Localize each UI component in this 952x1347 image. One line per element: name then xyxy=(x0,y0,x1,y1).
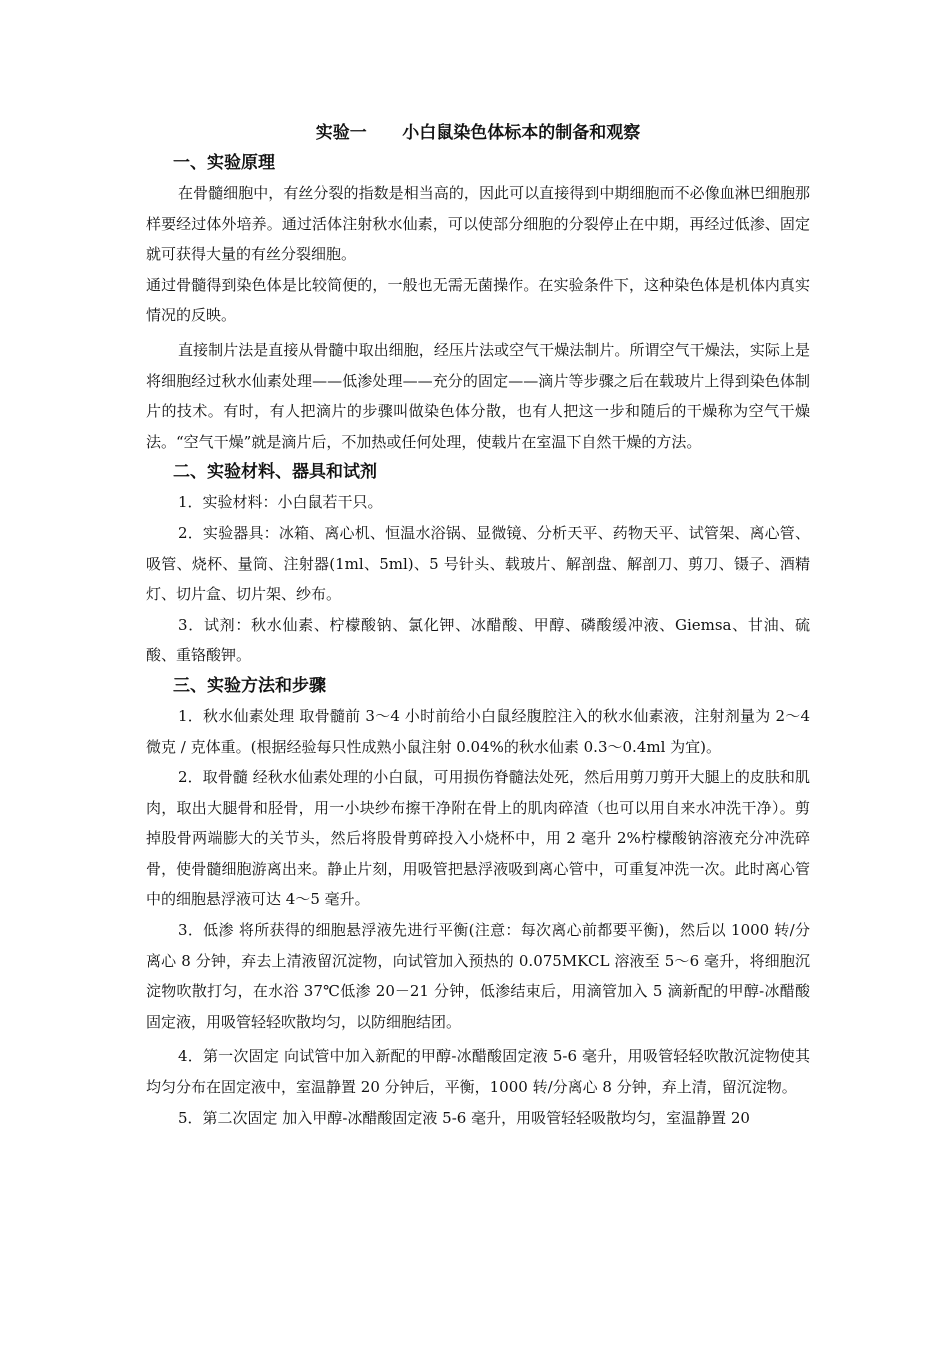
paragraph: 4．第一次固定 向试管中加入新配的甲醇-冰醋酸固定液 5-6 毫升，用吸管轻轻吹散沉淀物使其均匀分布在固定液中，室温静置 20 分钟后，平衡，1000 转/分离心 8 分钟，弃上清，留沉淀物。 xyxy=(146,1047,810,1097)
paragraph: 5．第二次固定 加入甲醇-冰醋酸固定液 5-6 毫升，用吸管轻轻吸散均匀，室温静置 20 xyxy=(178,1108,750,1127)
document-title: 实验一 小白鼠染色体标本的制备和观察 xyxy=(315,123,641,143)
document-body xyxy=(146,118,810,1133)
section-heading-principle: 一、实验原理 xyxy=(173,153,275,173)
paragraph: 在骨髓细胞中，有丝分裂的指数是相当高的，因此可以直接得到中期细胞而不必像血淋巴细胞那样要经过体外培养。通过活体注射秋水仙素，可以使部分细胞的分裂停止在中期，再经过低渗、固定就可获得大量的有丝分裂细胞。 xyxy=(146,184,810,264)
paragraph: 3．试剂：秋水仙素、柠檬酸钠、氯化钾、冰醋酸、甲醇、磷酸缓冲液、Giemsa、甘油、硫酸、重铬酸钾。 xyxy=(146,615,810,665)
paragraph: 3．低渗 将所获得的细胞悬浮液先进行平衡(注意：每次离心前都要平衡)，然后以 1000 转/分离心 8 分钟，弃去上清液留沉淀物，向试管加入预热的 0.075MKCL 溶液至 5～6 毫升，将细胞沉淀物吹散打匀，在水浴 37℃低渗 20－21 分钟，低渗结束后，用滴管加入 5 滴新配的甲醇-冰醋酸固定液，用吸管轻轻吹散均匀，以防细胞结团。 xyxy=(146,921,810,1031)
section-heading-materials: 二、实验材料、器具和试剂 xyxy=(173,462,377,483)
paragraph: 1．秋水仙素处理 取骨髓前 3～4 小时前给小白鼠经腹腔注入的秋水仙素液，注射剂量为 2～4 微克 / 克体重。(根据经验每只性成熟小鼠注射 0.04%的秋水仙素 0.3～0.4ml 为宜)。 xyxy=(146,706,810,756)
paragraph: 2．实验器具：冰箱、离心机、恒温水浴锅、显微镜、分析天平、药物天平、试管架、离心管、吸管、烧杯、量筒、注射器(1ml、5ml)、5 号针头、载玻片、解剖盘、解剖刀、剪刀、镊子、酒精灯、切片盒、切片架、纱布。 xyxy=(146,523,810,604)
paragraph: 2．取骨髓 经秋水仙素处理的小白鼠，可用损伤脊髓法处死，然后用剪刀剪开大腿上的皮肤和肌肉，取出大腿骨和胫骨，用一小块纱布擦干净附在骨上的肌肉碎渣（也可以用自来水冲洗干净）。剪掉股骨两端膨大的关节头，然后将股骨剪碎投入小烧杯中，用 2 毫升 2%柠檬酸钠溶液充分冲洗碎骨，使骨髓细胞游离出来。静止片刻，用吸管把悬浮液吸到离心管中，可重复冲洗一次。此时离心管中的细胞悬浮液可达 4～5 毫升。 xyxy=(146,768,810,909)
paragraph: 通过骨髓得到染色体是比较简便的，一般也无需无菌操作。在实验条件下，这种染色体是机体内真实情况的反映。 xyxy=(146,275,810,325)
paragraph: 1．实验材料：小白鼠若干只。 xyxy=(178,493,383,512)
section-heading-methods: 三、实验方法和步骤 xyxy=(173,675,326,696)
paragraph: 直接制片法是直接从骨髓中取出细胞，经压片法或空气干燥法制片。所谓空气干燥法，实际上是将细胞经过秋水仙素处理——低渗处理——充分的固定——滴片等步骤之后在载玻片上得到染色体制片的技术。有时，有人把滴片的步骤叫做染色体分散，也有人把这一步和随后的干燥称为空气干燥法。“空气干燥”就是滴片后，不加热或任何处理，使载片在室温下自然干燥的方法。 xyxy=(146,340,810,451)
